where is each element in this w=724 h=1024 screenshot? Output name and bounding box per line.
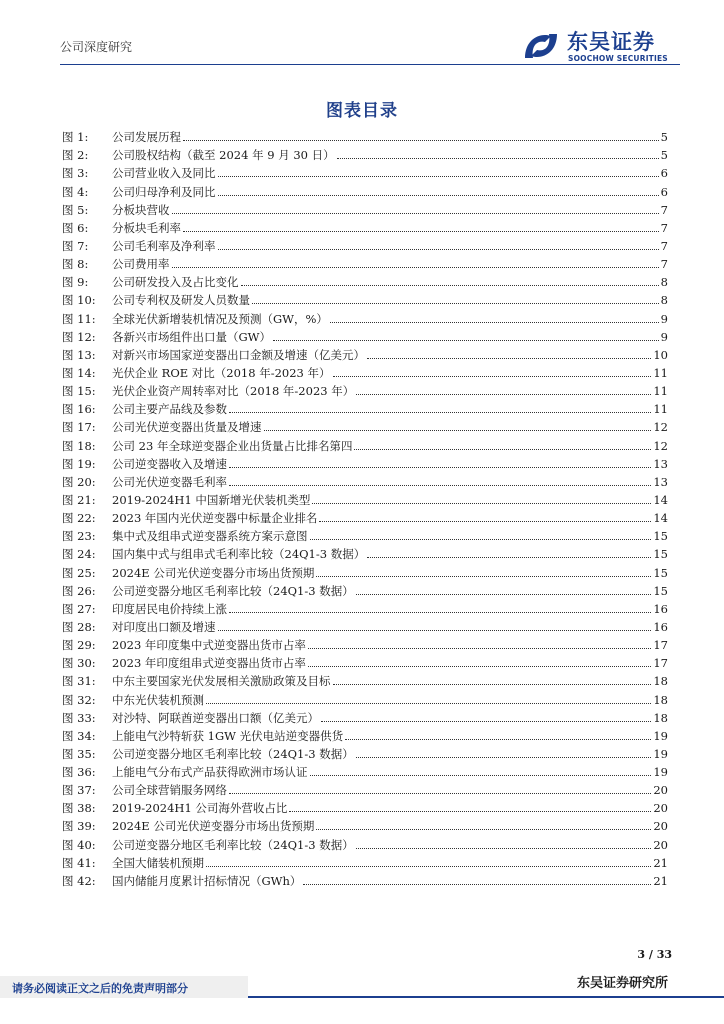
toc-entry[interactable] — [62, 507, 668, 525]
toc-entry-number: 图 40: — [62, 837, 96, 852]
toc-dot-leader — [241, 284, 659, 286]
toc-entry-number: 图 17: — [62, 420, 96, 435]
toc-dot-leader — [316, 575, 651, 577]
toc-entry[interactable] — [62, 217, 668, 235]
toc-entry-number: 图 11: — [62, 311, 96, 326]
toc-dot-leader — [229, 466, 651, 468]
toc-entry-page[interactable]: 10 — [653, 347, 668, 362]
toc-dot-leader — [229, 484, 651, 486]
toc-entry[interactable] — [62, 707, 668, 725]
company-logo — [521, 26, 681, 66]
toc-entry-page[interactable]: 6 — [660, 184, 668, 199]
toc-dot-leader — [308, 647, 651, 649]
logo-english-name: SOOCHOW SECURITIES — [568, 54, 668, 63]
toc-entry-page[interactable]: 17 — [653, 656, 668, 671]
toc-dot-leader — [312, 502, 651, 504]
toc-dot-leader — [367, 556, 651, 558]
toc-entry-title[interactable]: 全球光伏新增装机情况及预测（GW，%） — [112, 311, 328, 326]
toc-entry-number: 图 23: — [62, 529, 96, 544]
toc-entry-number: 图 3: — [62, 166, 89, 181]
toc-entry-title[interactable]: 2023 年印度组串式逆变器出货市占率 — [112, 656, 306, 671]
toc-entry-title[interactable]: 集中式及组串式逆变器系统方案示意图 — [112, 529, 308, 544]
toc-entry-number: 图 4: — [62, 184, 89, 199]
toc-entry-title[interactable]: 2019-2024H1 公司海外营收占比 — [112, 801, 288, 816]
toc-dot-leader — [303, 883, 651, 885]
toc-entry-page[interactable]: 15 — [653, 583, 668, 598]
toc-entry[interactable] — [62, 743, 668, 761]
toc-entry-page[interactable]: 20 — [653, 837, 668, 852]
toc-entry[interactable] — [62, 815, 668, 833]
toc-entry[interactable] — [62, 434, 668, 452]
toc-entry[interactable] — [62, 416, 668, 434]
toc-entry-number: 图 39: — [62, 819, 96, 834]
toc-entry[interactable] — [62, 362, 668, 380]
toc-entry[interactable] — [62, 833, 668, 851]
toc-entry-title[interactable]: 2023 年国内光伏逆变器中标量企业排名 — [112, 511, 318, 526]
toc-entry-page[interactable]: 7 — [660, 220, 668, 235]
toc-entry-number: 图 33: — [62, 710, 96, 725]
toc-entry-number: 图 13: — [62, 347, 96, 362]
toc-entry-number: 图 18: — [62, 438, 96, 453]
toc-entry[interactable] — [62, 471, 668, 489]
toc-entry-page[interactable]: 6 — [660, 166, 668, 181]
toc-dot-leader — [273, 339, 659, 341]
toc-entry-number: 图 28: — [62, 619, 96, 634]
toc-entry-title[interactable]: 各新兴市场组件出口量（GW） — [112, 329, 272, 344]
toc-entry-title[interactable]: 国内集中式与组串式毛利率比较（24Q1-3 数据） — [112, 547, 366, 562]
toc-entry[interactable] — [62, 199, 668, 217]
toc-entry[interactable] — [62, 543, 668, 561]
toc-entry-page[interactable]: 20 — [653, 801, 668, 816]
toc-entry[interactable] — [62, 289, 668, 307]
toc-entry-title[interactable]: 上能电气分布式产品获得欧洲市场认证 — [112, 765, 308, 780]
toc-dot-leader — [172, 266, 659, 268]
toc-entry[interactable] — [62, 779, 668, 797]
toc-entry-number: 图 38: — [62, 801, 96, 816]
toc-entry-page[interactable]: 7 — [660, 257, 668, 272]
toc-entry-number: 图 27: — [62, 601, 96, 616]
toc-entry-title[interactable]: 光伏企业资产周转率对比（2018 年-2023 年） — [112, 384, 355, 399]
toc-entry-number: 图 5: — [62, 202, 89, 217]
toc-entry-number: 图 30: — [62, 656, 96, 671]
toc-entry[interactable] — [62, 380, 668, 398]
toc-entry-title[interactable]: 公司毛利率及净利率 — [112, 238, 216, 253]
toc-entry-number: 图 20: — [62, 474, 96, 489]
toc-entry-number: 图 24: — [62, 547, 96, 562]
toc-dot-leader — [289, 810, 651, 812]
toc-entry-title[interactable]: 公司归母净利及同比 — [112, 184, 216, 199]
toc-entry-number: 图 15: — [62, 384, 96, 399]
toc-entry-title[interactable]: 国内储能月度累计招标情况（GWh） — [112, 873, 302, 888]
footer-notice-bar — [0, 976, 248, 998]
toc-entry-page[interactable]: 9 — [660, 329, 668, 344]
toc-entry-title[interactable]: 公司研发投入及占比变化 — [112, 275, 239, 290]
toc-entry-number: 图 25: — [62, 565, 96, 580]
toc-entry-title[interactable]: 对印度出口额及增速 — [112, 619, 216, 634]
toc-entry-title[interactable]: 对新兴市场国家逆变器出口金额及增速（亿美元） — [112, 347, 365, 362]
toc-dot-leader — [333, 683, 652, 685]
toc-dot-leader — [252, 302, 659, 304]
toc-entry-title[interactable]: 2019-2024H1 中国新增光伏装机类型 — [112, 492, 311, 507]
toc-entry[interactable] — [62, 453, 668, 471]
toc-entry[interactable] — [62, 162, 668, 180]
toc-dot-leader — [264, 429, 652, 431]
toc-entry-page[interactable]: 15 — [653, 529, 668, 544]
toc-entry[interactable] — [62, 761, 668, 779]
toc-entry-title[interactable]: 公司逆变器分地区毛利率比较（24Q1-3 数据） — [112, 583, 354, 598]
toc-entry-page[interactable]: 13 — [653, 456, 668, 471]
toc-entry-page[interactable]: 18 — [653, 674, 668, 689]
toc-entry-page[interactable]: 5 — [660, 148, 668, 163]
toc-dot-leader — [333, 375, 652, 377]
toc-entry[interactable] — [62, 398, 668, 416]
toc-entry-page[interactable]: 19 — [653, 728, 668, 743]
toc-entry-title[interactable]: 公司发展历程 — [112, 130, 181, 145]
toc-entry-page[interactable]: 5 — [660, 130, 668, 145]
logo-chinese-name: 东吴证券 — [567, 30, 655, 54]
toc-dot-leader — [183, 230, 659, 232]
toc-entry-number: 图 31: — [62, 674, 96, 689]
toc-entry[interactable] — [62, 688, 668, 706]
toc-entry-page[interactable]: 7 — [660, 202, 668, 217]
toc-entry-title[interactable]: 印度居民电价持续上涨 — [112, 601, 227, 616]
toc-dot-leader — [218, 194, 659, 196]
toc-title: 图表目录 — [326, 101, 398, 121]
toc-entry-page[interactable]: 14 — [653, 492, 668, 507]
toc-entry-number: 图 36: — [62, 765, 96, 780]
toc-entry-page[interactable]: 11 — [653, 365, 668, 380]
toc-dot-leader — [321, 720, 651, 722]
toc-entry-title[interactable]: 2023 年印度集中式逆变器出货市占率 — [112, 638, 306, 653]
toc-entry-title[interactable]: 公司专利权及研发人员数量 — [112, 293, 250, 308]
toc-entry-number: 图 16: — [62, 402, 96, 417]
toc-entry-page[interactable]: 20 — [653, 783, 668, 798]
toc-entry-title[interactable]: 公司逆变器收入及增速 — [112, 456, 227, 471]
toc-dot-leader — [229, 792, 651, 794]
toc-entry-page[interactable]: 14 — [653, 511, 668, 526]
research-institute: 东吴证券研究所 — [576, 976, 668, 991]
toc-dot-leader — [337, 157, 659, 159]
toc-entry[interactable] — [62, 126, 668, 144]
toc-entry-page[interactable]: 8 — [660, 275, 668, 290]
toc-entry[interactable] — [62, 580, 668, 598]
toc-entry-page[interactable]: 15 — [653, 565, 668, 580]
toc-entry-page[interactable]: 8 — [660, 293, 668, 308]
footer-divider — [248, 996, 724, 998]
toc-entry-title[interactable]: 全国大储装机预期 — [112, 855, 204, 870]
toc-entry-number: 图 34: — [62, 728, 96, 743]
toc-entry-title[interactable]: 对沙特、阿联酋逆变器出口额（亿美元） — [112, 710, 319, 725]
toc-entry-page[interactable]: 19 — [653, 765, 668, 780]
toc-entry-page[interactable]: 11 — [653, 402, 668, 417]
toc-entry-number: 图 9: — [62, 275, 89, 290]
toc-entry-title[interactable]: 公司股权结构（截至 2024 年 9 月 30 日） — [112, 148, 335, 163]
toc-entry-page[interactable]: 21 — [653, 873, 668, 888]
toc-entry-title[interactable]: 公司全球营销服务网络 — [112, 783, 227, 798]
toc-entry-page[interactable]: 21 — [653, 855, 668, 870]
toc-dot-leader — [172, 212, 659, 214]
toc-entry-number: 图 8: — [62, 257, 89, 272]
toc-entry-page[interactable]: 13 — [653, 474, 668, 489]
toc-entry-number: 图 21: — [62, 492, 96, 507]
toc-dot-leader — [356, 847, 652, 849]
disclaimer-notice[interactable]: 请务必阅读正文之后的免责声明部分 — [12, 982, 188, 995]
toc-entry-number: 图 37: — [62, 783, 96, 798]
toc-entry[interactable] — [62, 652, 668, 670]
toc-dot-leader — [356, 593, 652, 595]
toc-entry-title[interactable]: 2024E 公司光伏逆变器分市场出货预期 — [112, 819, 315, 834]
toc-dot-leader — [308, 665, 651, 667]
toc-entry-number: 图 42: — [62, 873, 96, 888]
toc-dot-leader — [229, 611, 651, 613]
toc-entry-title[interactable]: 公司 23 年全球逆变器企业出货量占比排名第四 — [112, 438, 353, 453]
toc-dot-leader — [356, 393, 651, 395]
toc-entry-number: 图 29: — [62, 638, 96, 653]
toc-entry-number: 图 19: — [62, 456, 96, 471]
toc-entry-number: 图 12: — [62, 329, 96, 344]
toc-entry[interactable] — [62, 344, 668, 362]
toc-dot-leader — [310, 538, 652, 540]
toc-entry-title[interactable]: 2024E 公司光伏逆变器分市场出货预期 — [112, 565, 315, 580]
toc-entry[interactable] — [62, 634, 668, 652]
toc-entry[interactable] — [62, 797, 668, 815]
toc-entry-page[interactable]: 16 — [653, 619, 668, 634]
toc-entry-number: 图 1: — [62, 130, 89, 145]
toc-entry-title[interactable]: 公司光伏逆变器出货量及增速 — [112, 420, 262, 435]
toc-entry-title[interactable]: 公司主要产品线及参数 — [112, 402, 227, 417]
toc-dot-leader — [218, 175, 659, 177]
toc-entry-title[interactable]: 公司营业收入及同比 — [112, 166, 216, 181]
toc-entry-number: 图 32: — [62, 692, 96, 707]
toc-dot-leader — [354, 448, 651, 450]
toc-entry-title[interactable]: 分板块毛利率 — [112, 220, 181, 235]
toc-dot-leader — [218, 248, 659, 250]
toc-dot-leader — [330, 321, 659, 323]
toc-entry-title[interactable]: 公司逆变器分地区毛利率比较（24Q1-3 数据） — [112, 746, 354, 761]
toc-entry-number: 图 26: — [62, 583, 96, 598]
toc-entry[interactable] — [62, 144, 668, 162]
toc-dot-leader — [367, 357, 651, 359]
toc-entry[interactable] — [62, 253, 668, 271]
toc-entry-page[interactable]: 18 — [653, 710, 668, 725]
toc-entry-number: 图 22: — [62, 511, 96, 526]
toc-entry-title[interactable]: 中东光伏装机预测 — [112, 692, 204, 707]
toc-entry[interactable] — [62, 616, 668, 634]
toc-entry-page[interactable]: 9 — [660, 311, 668, 326]
toc-entry[interactable] — [62, 852, 668, 870]
toc-entry-page[interactable]: 18 — [653, 692, 668, 707]
toc-entry-title[interactable]: 公司逆变器分地区毛利率比较（24Q1-3 数据） — [112, 837, 354, 852]
toc-dot-leader — [229, 411, 651, 413]
toc-dot-leader — [206, 702, 651, 704]
toc-entry[interactable] — [62, 326, 668, 344]
toc-entry[interactable] — [62, 271, 668, 289]
toc-dot-leader — [345, 738, 651, 740]
page-number: 3 / 33 — [637, 948, 672, 961]
toc-entry-page[interactable]: 12 — [653, 438, 668, 453]
toc-entry[interactable] — [62, 180, 668, 198]
toc-entry-title[interactable]: 公司光伏逆变器毛利率 — [112, 474, 227, 489]
toc-entry-number: 图 2: — [62, 148, 89, 163]
toc-entry-page[interactable]: 20 — [653, 819, 668, 834]
toc-dot-leader — [319, 520, 651, 522]
toc-entry-title[interactable]: 中东主要国家光伏发展相关激励政策及目标 — [112, 674, 331, 689]
toc-entry-title[interactable]: 公司费用率 — [112, 257, 170, 272]
toc-entry-number: 图 35: — [62, 746, 96, 761]
toc-entry[interactable] — [62, 525, 668, 543]
logo-mark-icon — [521, 28, 561, 64]
toc-entry-page[interactable]: 12 — [653, 420, 668, 435]
toc-entry-title[interactable]: 上能电气沙特斩获 1GW 光伏电站逆变器供货 — [112, 728, 344, 743]
toc-entry-page[interactable]: 15 — [653, 547, 668, 562]
toc-entry-number: 图 41: — [62, 855, 96, 870]
toc-entry[interactable] — [62, 670, 668, 688]
toc-entry[interactable] — [62, 489, 668, 507]
toc-entry[interactable] — [62, 870, 668, 888]
toc-dot-leader — [316, 828, 651, 830]
toc-entry-title[interactable]: 光伏企业 ROE 对比（2018 年-2023 年） — [112, 365, 331, 380]
toc-dot-leader — [310, 774, 652, 776]
toc-entry-number: 图 6: — [62, 220, 89, 235]
toc-entry-page[interactable]: 17 — [653, 638, 668, 653]
toc-dot-leader — [183, 139, 659, 141]
toc-entry-page[interactable]: 19 — [653, 746, 668, 761]
toc-entry-title[interactable]: 分板块营收 — [112, 202, 170, 217]
toc-dot-leader — [206, 865, 651, 867]
header-divider — [60, 64, 680, 65]
toc-entry-page[interactable]: 16 — [653, 601, 668, 616]
toc-entry[interactable] — [62, 725, 668, 743]
toc-dot-leader — [356, 756, 652, 758]
toc-dot-leader — [218, 629, 652, 631]
toc-entry-page[interactable]: 7 — [660, 238, 668, 253]
toc-entry-page[interactable]: 11 — [653, 384, 668, 399]
toc-entry-number: 图 10: — [62, 293, 96, 308]
toc-entry-number: 图 14: — [62, 365, 96, 380]
report-type: 公司深度研究 — [60, 40, 133, 54]
toc-entry[interactable] — [62, 561, 668, 579]
table-of-figures — [62, 126, 668, 888]
toc-entry[interactable] — [62, 235, 668, 253]
toc-entry-number: 图 7: — [62, 238, 89, 253]
toc-entry[interactable] — [62, 598, 668, 616]
toc-entry[interactable] — [62, 307, 668, 325]
